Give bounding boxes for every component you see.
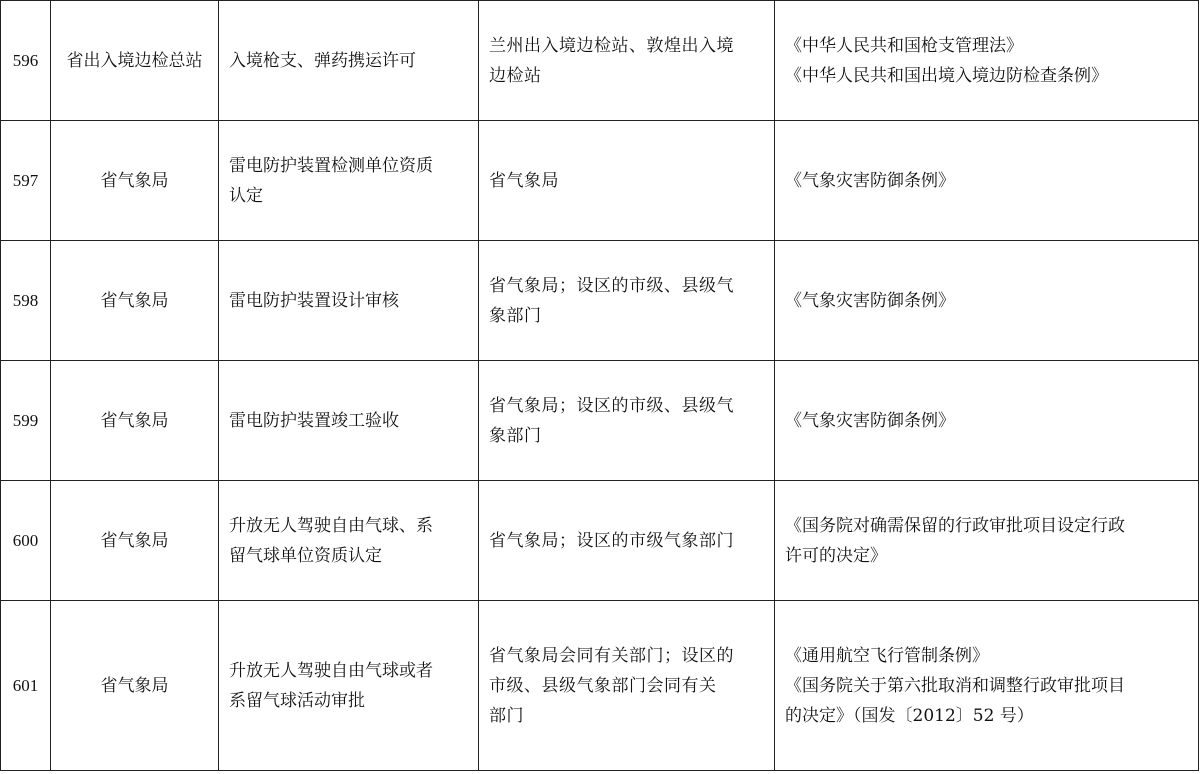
table-row (1, 361, 1199, 481)
legal-basis-cell (775, 601, 1199, 771)
implementing-body-cell (479, 481, 775, 601)
item-line: 系留气球活动审批 (229, 690, 365, 711)
item-line: 认定 (229, 185, 263, 206)
basis-line: 《气象灾害防御条例》 (785, 410, 955, 431)
item-number: 596 (1, 1, 51, 121)
table-body (1, 1, 1199, 771)
item-number: 601 (1, 601, 51, 771)
item-line: 雷电防护装置检测单位资质 (229, 155, 433, 176)
table-row (1, 481, 1199, 601)
implementing-body-cell (479, 601, 775, 771)
approval-item-cell (219, 121, 479, 241)
basis-line: 《国务院对确需保留的行政审批项目设定行政 (785, 515, 1125, 536)
implementing-body-cell (479, 361, 775, 481)
implementer-line: 省气象局会同有关部门；设区的 (489, 645, 734, 666)
legal-basis-cell (775, 121, 1199, 241)
department-cell: 省气象局 (51, 361, 219, 481)
item-line: 升放无人驾驶自由气球或者 (229, 660, 433, 681)
item-number: 597 (1, 121, 51, 241)
implementer-line: 省气象局；设区的市级气象部门 (489, 530, 734, 551)
implementing-body-cell (479, 1, 775, 121)
department-cell: 省气象局 (51, 121, 219, 241)
item-line: 雷电防护装置设计审核 (229, 290, 399, 311)
implementer-line: 省气象局 (489, 170, 559, 191)
legal-basis-cell (775, 1, 1199, 121)
table-row (1, 1, 1199, 121)
implementer-line: 象部门 (489, 425, 542, 446)
basis-line: 《国务院关于第六批取消和调整行政审批项目 (785, 675, 1125, 696)
department-cell: 省气象局 (51, 601, 219, 771)
basis-line: 的决定》（国发〔2012〕52 号） (785, 705, 1034, 726)
basis-line: 《中华人民共和国枪支管理法》 (785, 35, 1023, 56)
implementing-body-cell (479, 121, 775, 241)
item-line: 留气球单位资质认定 (229, 545, 382, 566)
implementing-body-cell (479, 241, 775, 361)
item-line: 升放无人驾驶自由气球、系 (229, 515, 433, 536)
approval-item-cell (219, 1, 479, 121)
legal-basis-cell (775, 361, 1199, 481)
legal-basis-cell (775, 241, 1199, 361)
implementer-line: 市级、县级气象部门会同有关 (489, 675, 717, 696)
implementer-line: 省气象局；设区的市级、县级气 (489, 395, 734, 416)
department-cell: 省气象局 (51, 481, 219, 601)
table-row (1, 121, 1199, 241)
basis-line: 《通用航空飞行管制条例》 (785, 645, 989, 666)
table-row (1, 241, 1199, 361)
implementer-line: 兰州出入境边检站、敦煌出入境 (489, 35, 734, 56)
legal-basis-cell (775, 481, 1199, 601)
implementer-line: 省气象局；设区的市级、县级气 (489, 275, 734, 296)
approval-item-cell (219, 481, 479, 601)
basis-line: 《气象灾害防御条例》 (785, 170, 955, 191)
department-cell: 省气象局 (51, 241, 219, 361)
item-number: 600 (1, 481, 51, 601)
basis-line: 《中华人民共和国出境入境边防检查条例》 (785, 65, 1108, 86)
implementer-line: 部门 (489, 705, 524, 726)
table-row (1, 601, 1199, 771)
item-number: 598 (1, 241, 51, 361)
item-number: 599 (1, 361, 51, 481)
approval-item-cell (219, 241, 479, 361)
basis-line: 《气象灾害防御条例》 (785, 290, 955, 311)
basis-line: 许可的决定》 (785, 545, 887, 566)
implementer-line: 象部门 (489, 305, 542, 326)
department-cell: 省出入境边检总站 (51, 1, 219, 121)
implementer-line: 边检站 (489, 65, 542, 86)
approval-item-cell (219, 601, 479, 771)
item-line: 雷电防护装置竣工验收 (229, 410, 399, 431)
item-line: 入境枪支、弹药携运许可 (229, 50, 416, 71)
approval-item-cell (219, 361, 479, 481)
